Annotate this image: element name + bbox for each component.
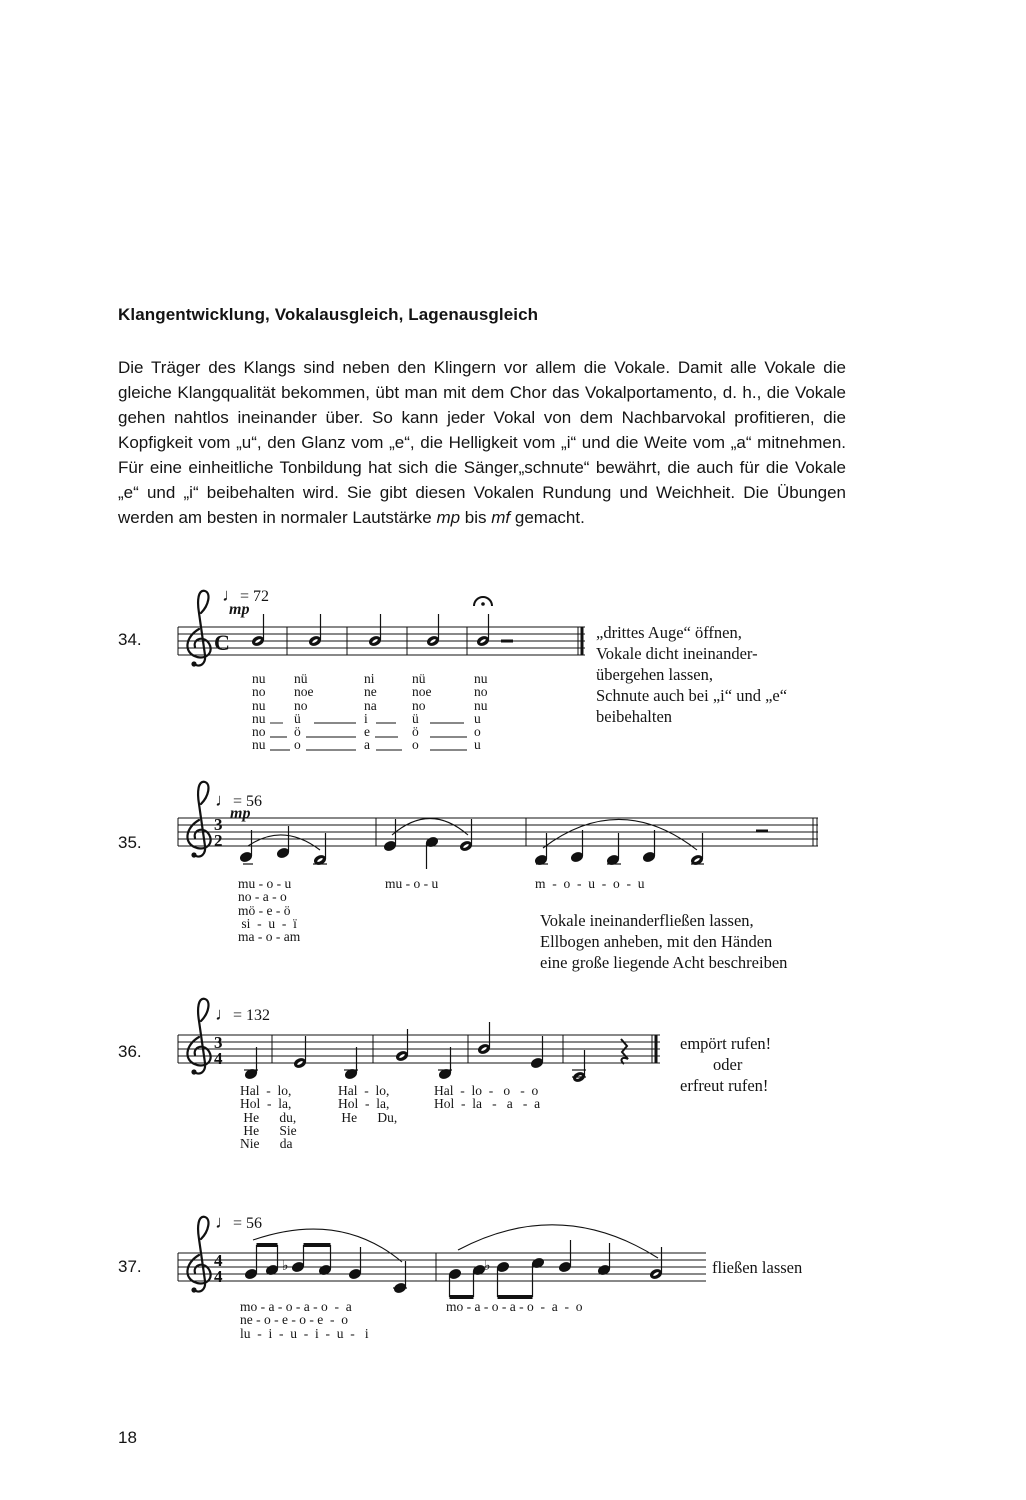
staff-35 [178, 818, 818, 846]
time-sig-3-2-top: 3 [214, 815, 223, 834]
time-sig-3-4-top: 3 [214, 1033, 223, 1052]
paragraph-end: gemacht. [510, 508, 585, 527]
lyrics-36-c: Hal - lo - o - o Hol - la - a - a [434, 1083, 541, 1112]
tempo-value-36: = 132 [233, 1007, 271, 1024]
exercise-number-37: 37. [118, 1257, 142, 1276]
lyrics-35-c: m - o - u - o - u [535, 876, 645, 891]
flat-icon: ♭ [282, 1258, 289, 1274]
lyrics-34-col2: nü noe no ü ö o [294, 671, 314, 753]
ex37-notes [244, 1240, 662, 1297]
lyrics-36-a: Hal - lo, Hol - la, He du, He Sie Nie da [240, 1083, 297, 1152]
exercise-number-34: 34. [118, 630, 142, 649]
tempo-value-37: = 56 [233, 1215, 263, 1232]
exercise-number-35: 35. [118, 833, 142, 852]
instruction-34: „drittes Auge“ öffnen, Vokale dicht ineinander- übergehen lassen, Schnute auch bei „i“ und „e“ beibehalten [596, 623, 788, 726]
common-time-icon: C [214, 630, 230, 655]
half-rest-icon [756, 830, 768, 833]
ex34-notes [251, 614, 513, 647]
exercise-number-36: 36. [118, 1042, 142, 1061]
paragraph-mp: mp [436, 508, 461, 527]
dynamic-marking-34: mp [229, 601, 250, 618]
lyrics-37-a: mo - a - o - a - o - a ne - o - e - o - e - o lu - i - u - i - u - i [240, 1299, 369, 1341]
staff-34 [178, 627, 585, 655]
lyrics-37-b: mo - a - o - a - o - a - o [446, 1299, 583, 1314]
quarter-note-icon: ♩ [215, 1212, 233, 1232]
lyrics-34-col4: nü noe no ü ö o [412, 671, 432, 753]
lyrics-35-b: mu - o - u [385, 876, 439, 891]
paragraph-bis: bis [460, 508, 492, 527]
quarter-note-icon: ♩ [222, 585, 240, 605]
ex36-notes [244, 1022, 628, 1083]
quarter-rest-icon [621, 1039, 628, 1064]
tempo-value-34: = 72 [240, 588, 270, 605]
tempo-marking-37 [215, 1212, 262, 1233]
paragraph-mf: mf [491, 508, 511, 527]
quarter-note-icon: ♩ [215, 790, 233, 810]
lyrics-34-col3: ni ne na i e a [364, 671, 377, 753]
time-sig-4-4-top: 4 [214, 1251, 223, 1270]
time-sig-3-2-bottom: 2 [214, 831, 223, 850]
dynamic-marking-35: mp [230, 805, 251, 822]
time-sig-4-4-bottom: 4 [214, 1267, 223, 1286]
instruction-37: fließen lassen [712, 1258, 803, 1277]
instruction-35: Vokale ineinanderfließen lassen, Ellbogen anheben, mit den Händen eine große liegende Acht beschreiben [540, 911, 788, 972]
lyrics-35-a: mu - o - u no - a - o mö - e - ö si - u - ï ma - o - am [238, 876, 301, 945]
half-rest-icon [501, 640, 513, 643]
section-heading: Klangentwicklung, Vokalausgleich, Lagenausgleich [118, 305, 539, 324]
lyrics-36-b: Hal - lo, Hol - la, He Du, [338, 1083, 398, 1125]
tempo-value-35: = 56 [233, 793, 263, 810]
staff-36 [178, 1035, 660, 1063]
lyrics-34-col1: nu no nu nu no nu [252, 671, 266, 753]
flat-icon: ♭ [484, 1258, 491, 1274]
quarter-note-icon: ♩ [215, 1004, 233, 1024]
time-sig-3-4-bottom: 4 [214, 1049, 223, 1068]
paragraph-text: Die Träger des Klangs sind neben den Klingern vor allem die Vokale. Damit alle Vokale die gleiche Klangqualität bekommen, übt man mit dem Chor das Vokalportamento, d. h., die Vokale gehen nahtlos ineinander über. So kann jeder Vokal von dem Nachbarvokal profitieren, die Kopfigkeit vom „u“, den Glanz vom „e“, die Helligkeit vom „i“ und die Weite vom „a“ mitnehmen. Für eine einheitliche Tonbildung hat sich die Sänger„schnute“ bewährt, die auch für die Vokale „e“ und „i“ beibehalten wird. Sie gibt diesen Vokalen Rundung und Weichheit. Die Übungen werden am besten in normaler Lautstärke [118, 358, 846, 527]
fermata-icon [474, 597, 492, 606]
ex35-slurs [248, 819, 697, 851]
tempo-marking-36 [215, 1004, 270, 1025]
page-number: 18 [118, 1428, 137, 1447]
instruction-36: empört rufen! oder erfreut rufen! [680, 1034, 772, 1095]
lyrics-34-col5: nu no nu u o u [474, 671, 488, 753]
staff-37 [178, 1253, 706, 1281]
